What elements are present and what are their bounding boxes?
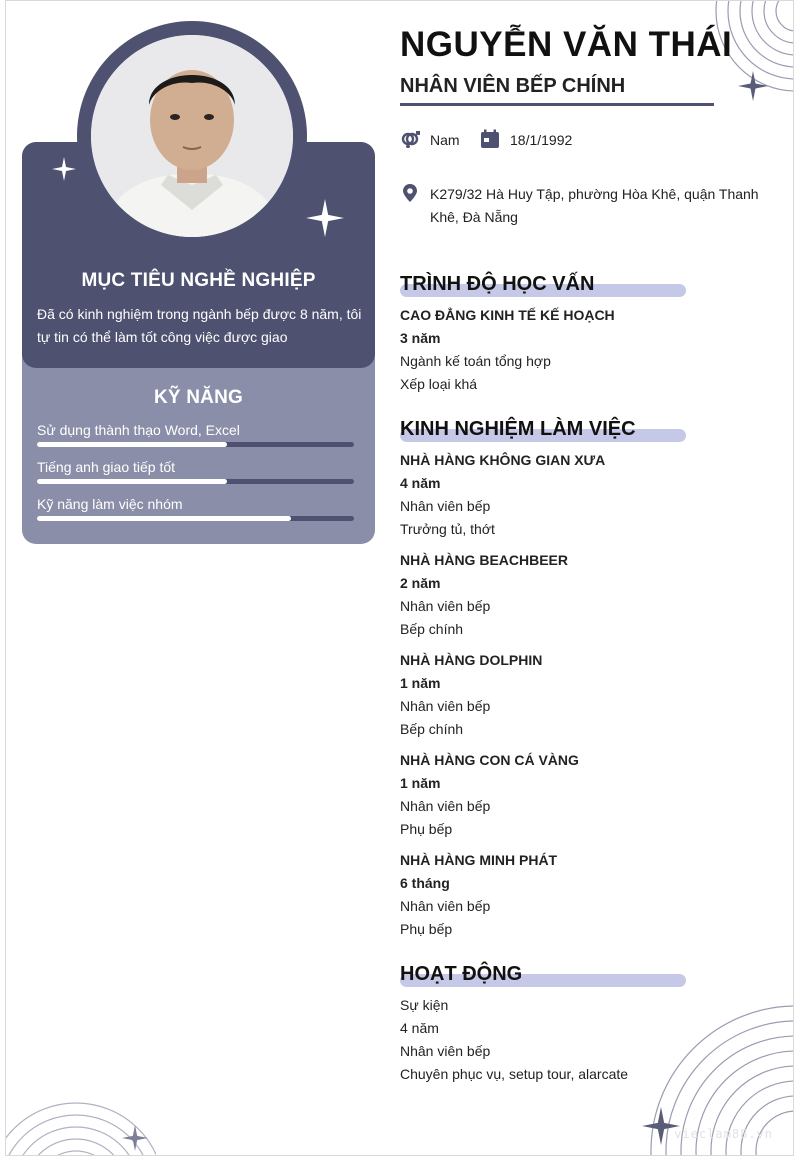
activity-duration: 4 năm bbox=[400, 1020, 439, 1036]
activities-title: HOẠT ĐỘNG bbox=[400, 963, 523, 985]
candidate-name: NGUYỄN VĂN THÁI bbox=[400, 25, 733, 64]
experience-detail: Phụ bếp bbox=[400, 921, 453, 937]
school-name: CAO ĐẲNG KINH TẾ KẾ HOẠCH bbox=[400, 307, 615, 323]
experience-entry bbox=[400, 449, 605, 541]
experience-position: Nhân viên bếp bbox=[400, 598, 491, 614]
skill-bar bbox=[37, 479, 354, 484]
cv-page bbox=[5, 0, 794, 1156]
education-title: TRÌNH ĐỘ HỌC VẤN bbox=[400, 273, 595, 295]
activity-name: Sự kiện bbox=[400, 997, 449, 1013]
employer-name: NHÀ HÀNG KHÔNG GIAN XƯA bbox=[400, 452, 606, 468]
education-grade: Xếp loại khá bbox=[400, 376, 478, 392]
experience-duration: 1 năm bbox=[400, 675, 441, 691]
skill-item bbox=[37, 422, 354, 447]
profile-photo bbox=[91, 35, 293, 237]
experience-position: Nhân viên bếp bbox=[400, 698, 491, 714]
sparkle-icon bbox=[122, 1125, 148, 1151]
skill-item bbox=[37, 496, 354, 521]
skills-title: KỸ NĂNG bbox=[153, 387, 243, 408]
experience-position: Nhân viên bếp bbox=[400, 498, 491, 514]
address-value: K279/32 Hà Huy Tập, phường Hòa Khê, quận Thanh Khê, Đà Nẵng bbox=[430, 186, 759, 225]
experience-detail: Bếp chính bbox=[400, 621, 464, 637]
employer-name: NHÀ HÀNG CON CÁ VÀNG bbox=[400, 752, 579, 768]
experience-entry bbox=[400, 749, 579, 841]
avatar bbox=[91, 35, 293, 237]
skill-label: Kỹ năng làm việc nhóm bbox=[37, 496, 183, 512]
sparkle-icon bbox=[52, 157, 76, 181]
experience-duration: 4 năm bbox=[400, 475, 441, 491]
skill-bar-fill bbox=[37, 516, 291, 521]
experience-entry bbox=[400, 849, 557, 941]
experience-duration: 6 tháng bbox=[400, 875, 450, 891]
education-entry bbox=[400, 304, 615, 396]
sparkle-icon bbox=[738, 71, 768, 101]
education-duration: 3 năm bbox=[400, 330, 441, 346]
watermark: vieclam88.vn bbox=[674, 1127, 773, 1141]
experience-duration: 2 năm bbox=[400, 575, 441, 591]
location-pin-icon bbox=[400, 183, 420, 203]
activity-entry bbox=[400, 994, 628, 1086]
education-section-header bbox=[400, 273, 594, 299]
skill-bar-fill bbox=[37, 479, 227, 484]
employer-name: NHÀ HÀNG BEACHBEER bbox=[400, 552, 569, 568]
experience-section-header bbox=[400, 418, 636, 444]
profile-photo-frame bbox=[77, 21, 307, 251]
employer-name: NHÀ HÀNG MINH PHÁT bbox=[400, 852, 558, 868]
skill-item bbox=[37, 459, 354, 484]
skill-bar-fill bbox=[37, 442, 227, 447]
candidate-role: NHÂN VIÊN BẾP CHÍNH bbox=[400, 75, 626, 97]
dob-value: 18/1/1992 bbox=[510, 132, 573, 148]
skill-label: Sử dụng thành thạo Word, Excel bbox=[37, 422, 240, 438]
activities-section-header bbox=[400, 963, 522, 989]
skill-bar bbox=[37, 516, 354, 521]
experience-duration: 1 năm bbox=[400, 775, 441, 791]
experience-entry bbox=[400, 649, 542, 741]
experience-detail: Bếp chính bbox=[400, 721, 464, 737]
divider bbox=[400, 103, 714, 106]
calendar-icon bbox=[480, 129, 500, 149]
experience-position: Nhân viên bếp bbox=[400, 898, 491, 914]
experience-title: KINH NGHIỆM LÀM VIỆC bbox=[400, 418, 636, 440]
activity-detail: Chuyên phục vụ, setup tour, alarcate bbox=[400, 1066, 629, 1082]
employer-name: NHÀ HÀNG DOLPHIN bbox=[400, 652, 543, 668]
objective-title: MỤC TIÊU NGHỀ NGHIỆP bbox=[81, 270, 316, 291]
objective-text: Đã có kinh nghiệm trong ngành bếp được 8 năm, tôi tự tin có thể làm tốt công việc được giao bbox=[37, 306, 362, 345]
experience-entry bbox=[400, 549, 568, 641]
education-major: Ngành kế toán tổng hợp bbox=[400, 353, 551, 369]
experience-detail: Phụ bếp bbox=[400, 821, 453, 837]
skill-label: Tiếng anh giao tiếp tốt bbox=[37, 459, 176, 475]
experience-detail: Trưởng tủ, thớt bbox=[400, 521, 495, 537]
experience-position: Nhân viên bếp bbox=[400, 798, 491, 814]
sparkle-icon bbox=[306, 199, 344, 237]
activity-position: Nhân viên bếp bbox=[400, 1043, 491, 1059]
gender-value: Nam bbox=[430, 132, 460, 148]
skill-bar bbox=[37, 442, 354, 447]
gender-icon bbox=[400, 129, 420, 149]
